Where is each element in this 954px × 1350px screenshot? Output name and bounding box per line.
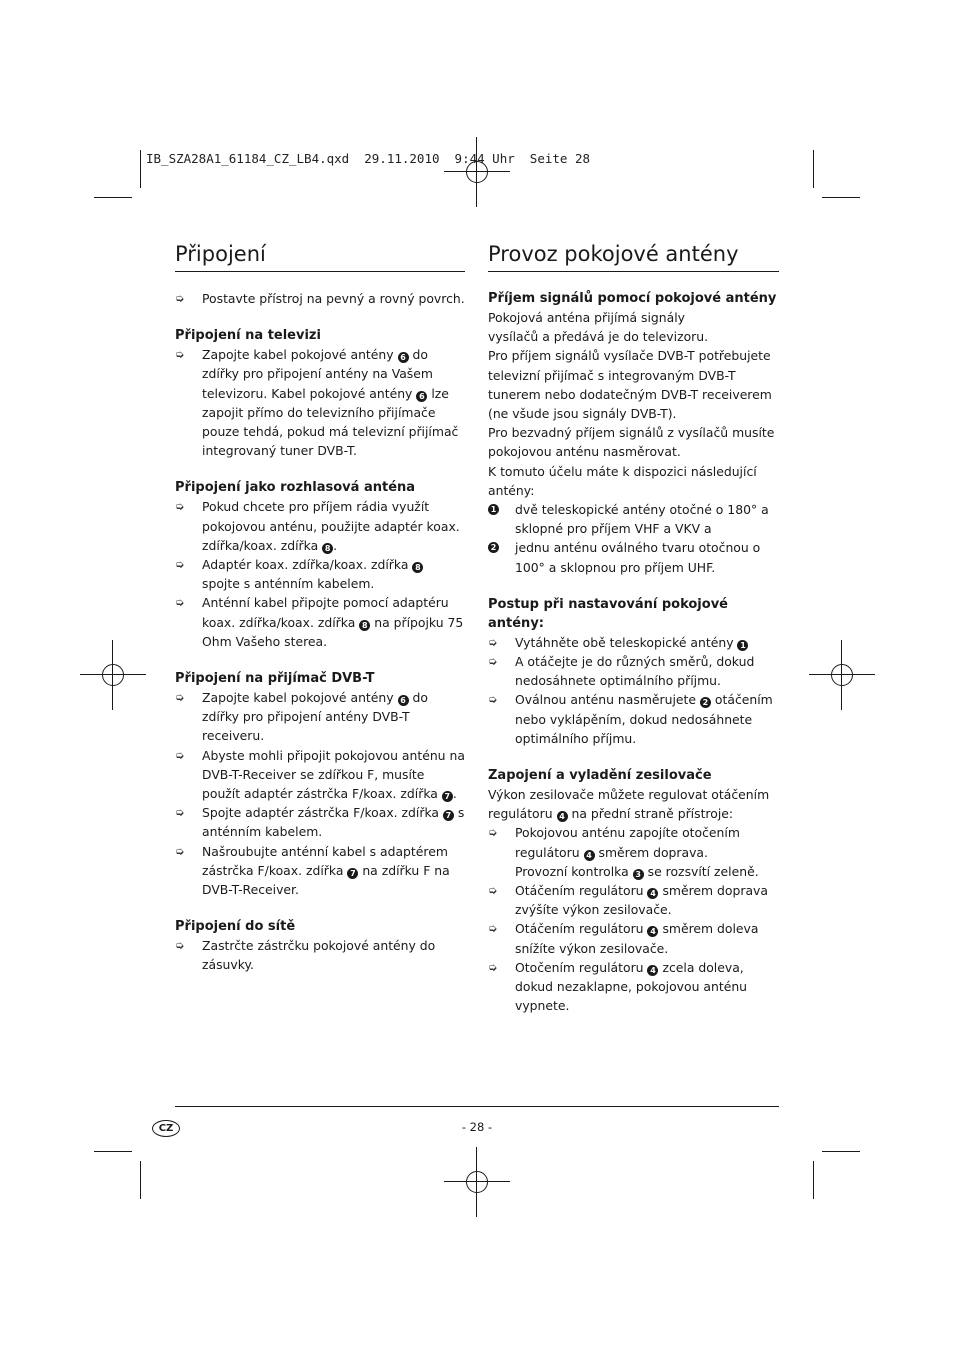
- subheading: Zapojení a vyladění zesilovače: [488, 768, 712, 784]
- page-number: - 28 -: [461, 1120, 493, 1134]
- list-item: ➭ Abyste mohli připojit pokojovou anténu na DVB-T-Receiver se zdířkou F, musíte použít adaptér zástrčka F/koax. zdířka 7 .: [175, 747, 465, 802]
- arrow-icon: ➭: [175, 748, 185, 762]
- crop-mark: [813, 150, 814, 188]
- list-item: ➭ Otočením regulátoru 4 zcela doleva, dokud nezaklapne, pokojovou anténu vypnete.: [488, 959, 748, 1014]
- arrow-icon: ➭: [175, 806, 185, 820]
- list-item: ➭ Adaptér koax. zdířka/koax. zdířka 8 spojte s anténním kabelem.: [175, 555, 465, 593]
- crop-mark: [813, 1161, 814, 1199]
- number-badge: 4: [557, 811, 568, 822]
- list-item: ➭ Postavte přístroj na pevný a rovný povrch.: [175, 289, 465, 308]
- arrow-icon: ➭: [175, 500, 185, 514]
- subheading: Připojení na přijímač DVB-T: [175, 671, 375, 687]
- arrow-icon: ➭: [488, 922, 498, 936]
- list-item: ➭ Otáčením regulátoru 4 směrem doleva snížíte výkon zesilovače.: [488, 921, 759, 956]
- number-badge: 2: [488, 542, 499, 553]
- list-item: ➭ Pokojovou anténu zapojíte otočením regulátoru 4 směrem doprava. Provozní kontrolka 3 se rozsvítí zeleně.: [488, 825, 759, 879]
- number-badge: 6: [398, 352, 409, 363]
- list-item: 1 dvě teleskopické antény otočné o 180° a sklopné pro příjem VHF a VKV a: [488, 500, 779, 538]
- section-title-operation: Provoz pokojové antény: [488, 240, 779, 272]
- number-badge: 6: [416, 391, 427, 402]
- list-item: ➭ Vytáhněte obě teleskopické antény 1: [488, 633, 779, 652]
- crop-mark: [140, 150, 141, 188]
- right-column: [488, 240, 779, 1016]
- number-badge: 1: [737, 640, 748, 651]
- arrow-icon: ➭: [488, 826, 498, 840]
- section-title-connection: Připojení: [175, 240, 465, 272]
- arrow-icon: ➭: [175, 558, 185, 572]
- subheading: Připojení do sítě: [175, 919, 296, 935]
- arrow-icon: ➭: [488, 960, 498, 974]
- list-item: ➭ Pokud chcete pro příjem rádia využít pokojovou anténu, použijte adaptér koax. zdířka/koax. zdířka 8 .: [175, 499, 460, 553]
- footer-divider: [175, 1106, 779, 1107]
- subheading: Připojení jako rozhlasová anténa: [175, 480, 416, 496]
- number-badge: 8: [412, 562, 423, 573]
- number-badge: 4: [647, 926, 658, 937]
- list-item: ➭ Zapojte kabel pokojové antény 6 do zdířky pro připojení antény na Vašem televizoru. Kabel pokojové antény 6 lze zapojit přímo do televizního přijímače pouze tehdá, pokud má televizní přijímač integrovaný tuner DVB-T.: [175, 347, 459, 459]
- registration-mark-right: [827, 660, 857, 690]
- list-item: ➭ Oválnou anténu nasměrujete 2 otáčením nebo vyklápěním, dokud nedosáhnete optimálního příjmu.: [488, 692, 773, 746]
- number-badge: 4: [647, 888, 658, 899]
- list-item: ➭ Zapojte kabel pokojové antény 6 do zdířky pro připojení antény DVB-T receiveru.: [175, 690, 428, 744]
- arrow-icon: ➭: [488, 635, 498, 649]
- paragraph: Pro bezvadný příjem signálů z vysílačů musíte pokojovou anténu nasměrovat.: [488, 425, 775, 460]
- subheading: Připojení na televizi: [175, 328, 321, 344]
- number-badge: 4: [584, 850, 595, 861]
- subheading: Příjem signálů pomocí pokojové antény: [488, 291, 777, 306]
- arrow-icon: ➭: [175, 844, 185, 858]
- paragraph: Pro příjem signálů vysílače DVB-T potřebujete televizní přijímač s integrovaným DVB-T tunerem nebo dodatečným DVB-T receiverem (ne všude jsou signály DVB-T).: [488, 348, 772, 422]
- number-badge: 1: [488, 504, 499, 515]
- arrow-icon: ➭: [175, 939, 185, 953]
- paragraph: K tomuto účelu máte k dispozici následující antény:: [488, 463, 757, 498]
- print-slug: IB_SZA28A1_61184_CZ_LB4.qxd 29.11.2010 9:44 Uhr Seite 28: [146, 151, 591, 166]
- list-item: ➭ Otáčením regulátoru 4 směrem doprava zvýšíte výkon zesilovače.: [488, 883, 768, 918]
- crop-mark: [140, 1161, 141, 1199]
- crop-mark: [822, 1151, 860, 1152]
- crop-mark: [94, 197, 132, 198]
- language-badge: CZ: [152, 1120, 180, 1137]
- number-badge: 3: [633, 869, 644, 880]
- crop-mark: [94, 1151, 132, 1152]
- arrow-icon: ➭: [175, 691, 185, 705]
- number-badge: 6: [398, 695, 409, 706]
- list-item: ➭ Našroubujte anténní kabel s adaptérem zástrčka F/koax. zdířka 7 na zdířku F na DVB-T-Receiver.: [175, 843, 450, 898]
- left-column: [175, 240, 465, 975]
- registration-mark-left: [98, 660, 128, 690]
- arrow-icon: ➭: [488, 884, 498, 898]
- arrow-icon: ➭: [175, 596, 185, 610]
- list-item: ➭ Zastrčte zástrčku pokojové antény do zásuvky.: [175, 938, 436, 973]
- number-badge: 8: [322, 543, 333, 554]
- number-badge: 7: [347, 868, 358, 879]
- arrow-icon: ➭: [175, 292, 185, 305]
- number-badge: 7: [442, 791, 453, 802]
- number-badge: 8: [359, 620, 370, 631]
- crop-mark: [822, 197, 860, 198]
- list-item: ➭ Spojte adaptér zástrčka F/koax. zdířka 7 s anténním kabelem.: [175, 805, 465, 840]
- arrow-icon: ➭: [488, 693, 498, 707]
- paragraph: Výkon zesilovače můžete regulovat otáčením regulátoru 4 na přední straně přístroje:: [488, 787, 770, 822]
- list-item: ➭ Anténní kabel připojte pomocí adaptéru koax. zdířka/koax. zdířka 8 na přípojku 75 Ohm Vašeho sterea.: [175, 595, 464, 649]
- number-badge: 2: [700, 697, 711, 708]
- subheading: Postup při nastavování pokojové antény:: [488, 596, 728, 631]
- list-item: 2 jednu anténu oválného tvaru otočnou o 100° a sklopnou pro příjem UHF.: [488, 538, 779, 576]
- paragraph: Pokojová anténa přijímá signály vysílačů a předává je do televizoru.: [488, 310, 709, 345]
- number-badge: 7: [443, 810, 454, 821]
- arrow-icon: ➭: [175, 348, 185, 362]
- list-item: ➭ A otáčejte je do různých směrů, dokud nedosáhnete optimálního příjmu.: [488, 654, 755, 689]
- number-badge: 4: [647, 965, 658, 976]
- registration-mark-bottom: [462, 1167, 492, 1197]
- arrow-icon: ➭: [488, 655, 498, 669]
